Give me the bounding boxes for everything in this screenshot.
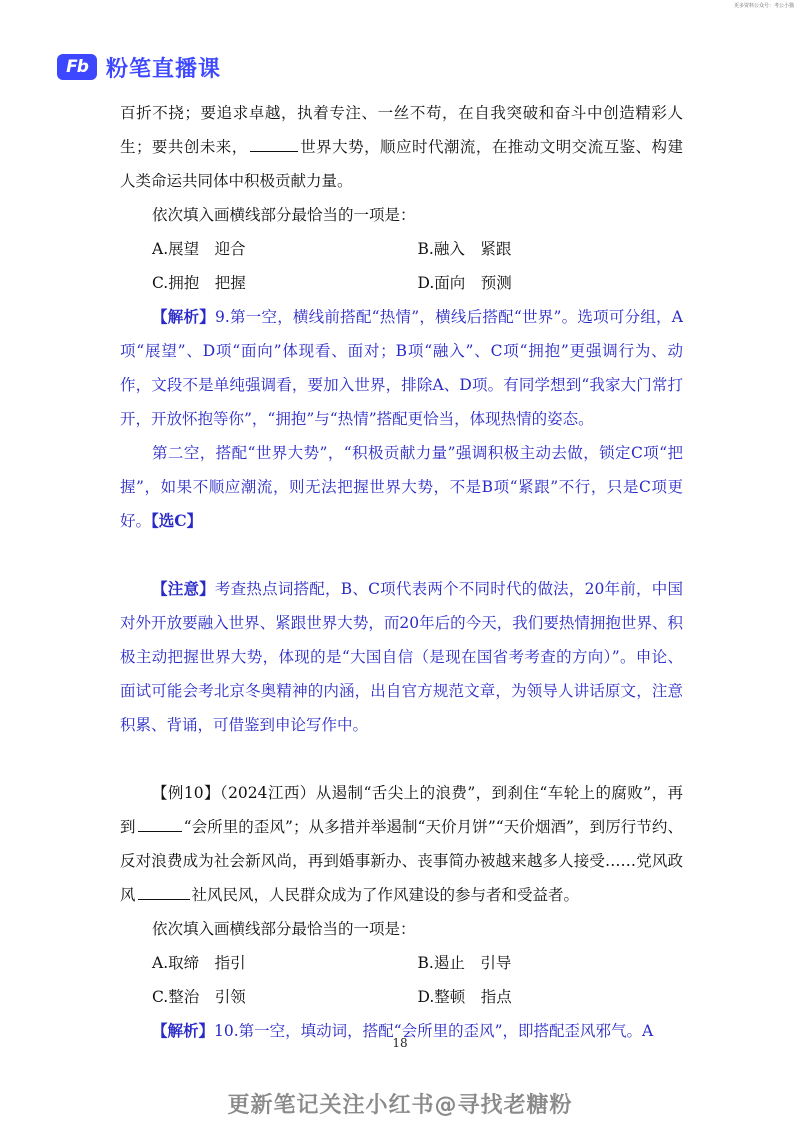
q9-passage-part-a: 百折不挠；要追求卓越，执着专注、一丝不苟，在自我突破和奋斗中创造精彩人生；要共创未来， [120, 104, 683, 156]
page-number: 18 [392, 1036, 408, 1050]
brand-logo [57, 50, 221, 84]
note-text: 考查热点词搭配，B、C项代表两个不同时代的做法，20年前，中国对外开放要融入世界、紧跟世界大势，而20年后的今天，我们要热情拥抱世界、积极主动把握世界大势，体现的是“大国自信（是现在国省考考查的方向）”。申论、面试可能会考北京冬奥精神的内涵，出自官方规范文章，为领导人讲话原文，注意积累、背诵，可借鉴到申论写作中。 [120, 580, 683, 734]
note-tag: 【注意】 [152, 579, 215, 598]
q10-stem: 依次填入画横线部分最恰当的一项是： [152, 920, 416, 938]
q9-option-a: A.展望 迎合 [152, 240, 246, 258]
q10-passage-part-a: 【例10】（2024江西）从遏制“舌尖上的浪费”，到刹住“车轮上的腐败”，再到 [120, 784, 683, 836]
q9-blank [250, 136, 298, 152]
note-paragraph [120, 572, 683, 742]
q9-analysis-text-2: 第二空，搭配“世界大势”，“积极贡献力量”强调积极主动去做，锁定C项“把握”，如果不顺应潮流，则无法把握世界大势，不是B项“紧跟”不行，只是C项更好。 [120, 444, 683, 530]
q10-passage-part-c: 社风民风，人民群众成为了作风建设的参与者和受益者。 [191, 886, 580, 904]
q9-analysis-first [120, 300, 683, 436]
q10-analysis-text-1: 10.第一空，填动词，搭配“会所里的歪风”，即搭配歪风邪气。A [214, 1022, 654, 1040]
q10-option-c: C.整治 引领 [152, 988, 246, 1006]
q9-option-c: C.拥抱 把握 [152, 274, 246, 292]
q10-analysis-tag: 【解析】 [152, 1021, 215, 1040]
footer-watermark: 更新笔记关注小红书@寻找老糖粉 [227, 1093, 573, 1118]
q9-options-row-1 [120, 232, 683, 266]
q10-option-a: A.取缔 指引 [152, 954, 246, 972]
q10-options-row-2 [120, 980, 683, 1014]
q10-blank-2 [138, 884, 190, 900]
q10-passage-part-b: “会所里的歪风”；从多措并举遏制“天价月饼”“天价烟酒”，到厉行节约、反对浪费成为社会新风尚，再到婚事新办、丧事简办被越来越多人接受……党风政风 [120, 818, 683, 904]
q10-options-row-1 [120, 946, 683, 980]
q10-option-d: D.整顿 指点 [417, 988, 512, 1006]
q10-passage [120, 776, 683, 912]
q10-option-b: B.遏止 引导 [417, 954, 512, 972]
q9-passage [120, 96, 683, 198]
q9-option-d: D.面向 预测 [417, 274, 512, 292]
q9-options-row-2 [120, 266, 683, 300]
q9-analysis-tag: 【解析】 [152, 307, 215, 326]
brand-mark-icon: Fb [57, 54, 97, 80]
q9-analysis-second [120, 436, 683, 538]
q9-option-b: B.融入 紧跟 [417, 240, 512, 258]
brand-name: 粉笔直播课 [106, 56, 222, 82]
q9-analysis-text-1: 9.第一空，横线前搭配“热情”，横线后搭配“世界”。选项可分组，A项“展望”、D项“面向”体现看、面对；B项“融入”、C项“拥抱”更强调行为、动作，文段不是单纯强调看，要加入世界，排除A、D项。有同学想到“我家大门常打开，开放怀抱等你”，“拥抱”与“热情”搭配更恰当，体现热情的姿态。 [120, 308, 683, 428]
q9-stem: 依次填入画横线部分最恰当的一项是： [152, 206, 416, 224]
q9-answer: 【选C】 [151, 511, 203, 530]
corner-note: 更多资料公众号：考公小猫 [733, 3, 794, 9]
q9-passage-part-b: 世界大势，顺应时代潮流，在推动文明交流互鉴、构建人类命运共同体中积极贡献力量。 [120, 138, 683, 190]
page-content [120, 96, 683, 1048]
q10-blank-1 [138, 816, 182, 832]
